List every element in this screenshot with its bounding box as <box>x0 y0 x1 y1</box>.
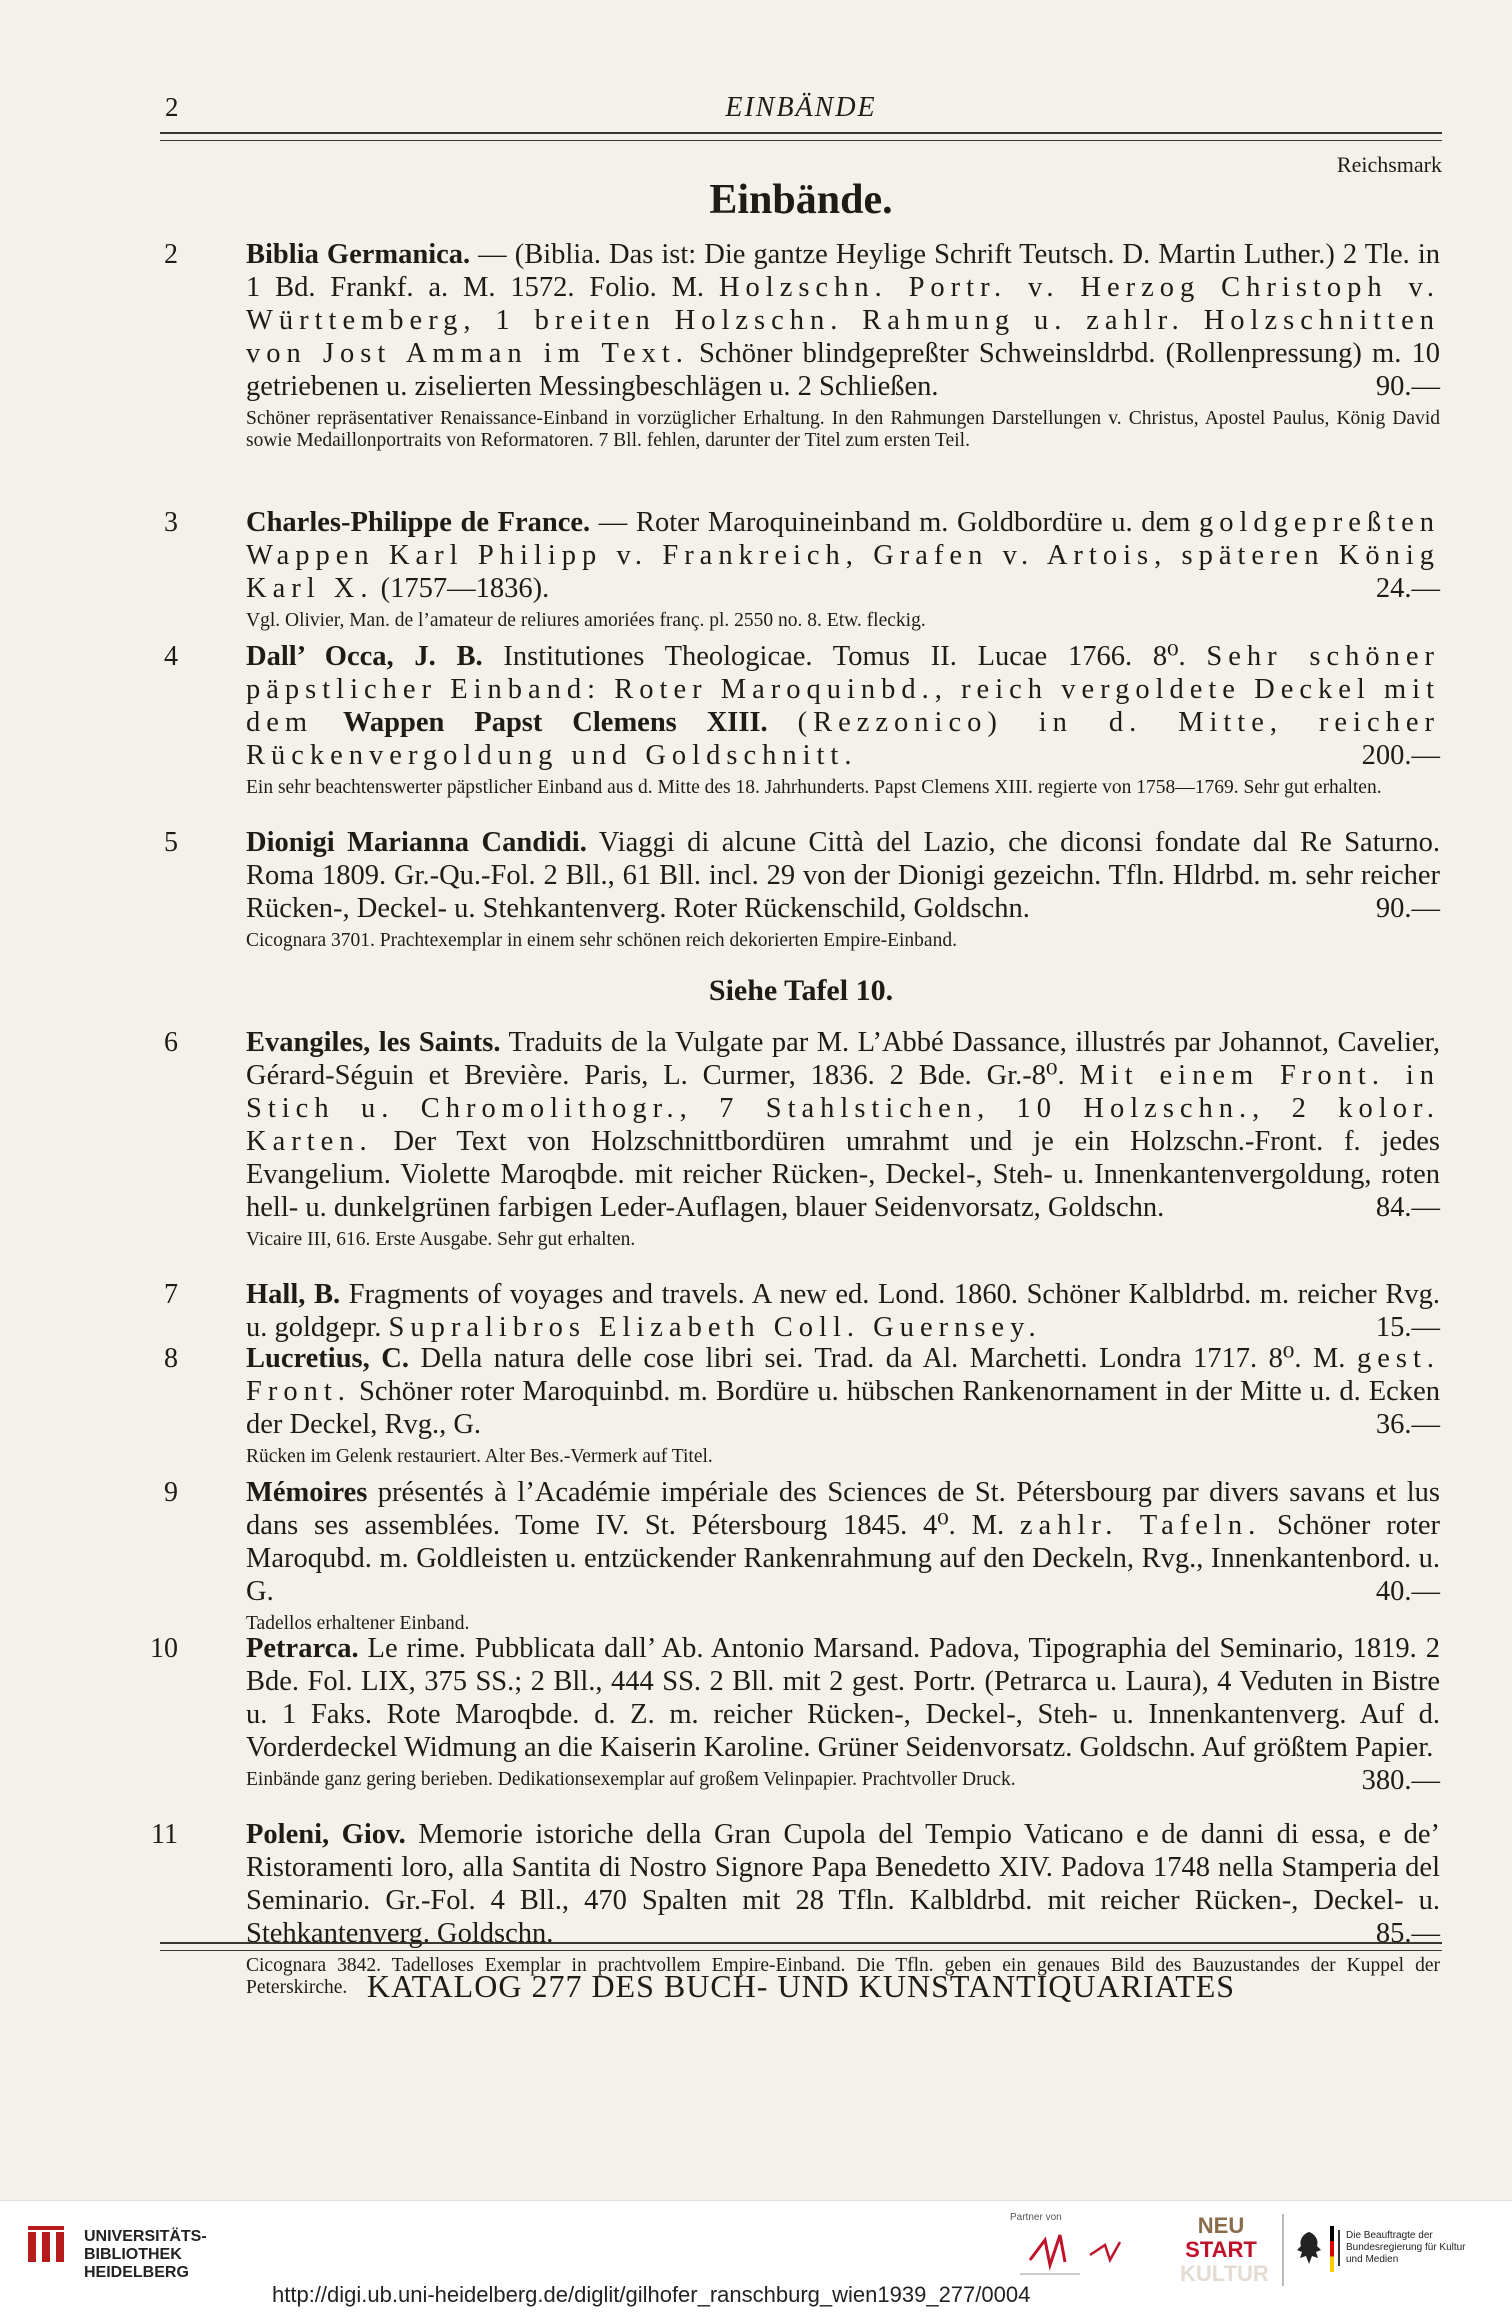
running-title: EINBÄNDE <box>725 92 877 123</box>
catalog-entry <box>164 826 1440 952</box>
entry-text: Mémoires présentés à l’Académie impériale des Sciences de St. Pétersbourg par divers savans et lus dans ses assemblées. Tome IV. St. Pétersbourg 1845. 4⁰. M. zahlr. Tafeln. Schöner roter Maroqubd. m. Goldleisten u. entzückender Rankenrahmung auf den Deckeln, Rvg., Innenkantenbord. u. G. 40.— <box>246 1477 1441 1607</box>
entry-text: Lucretius, C. Della natura delle cose libri sei. Trad. da Al. Marchetti. Londra 1717. 8⁰. M. gest. Front. Schöner roter Maroquinbd. m. Bordüre u. hübschen Rankenornament in der Mitte u. d. Ecken der Deckel, Rvg., G. 36.— <box>246 1343 1440 1440</box>
catalog-entry <box>164 1278 1440 1344</box>
bkm-logo <box>1294 2220 1484 2288</box>
catalog-entry <box>164 1026 1441 1251</box>
partner-logo-icon <box>1010 2230 1160 2280</box>
entry-number: 11 <box>151 1819 178 1850</box>
page-number: 2 <box>165 92 179 122</box>
neustart-word: KULTUR <box>1180 2261 1269 2286</box>
entry-note: Schöner repräsentativer Renaissance-Einband in vorzüglicher Erhaltung. In den Rahmungen Darstellungen v. Christus, Apostel Paulus, König David sowie Medaillonportraits von Reformatoren. 7 Bll. fehlen, darunter der Titel zum ersten Teil. <box>246 408 1440 451</box>
entry-text: Biblia Germanica. — (Biblia. Das ist: Die gantze Heylige Schrift Teutsch. D. Martin Luther.) 2 Tle. in 1 Bd. Frankf. a. M. 1572. Folio. M. Holzschn. Portr. v. Herzog Christoph v. Württemberg, 1 breiten Holzschn. Rahmung u. zahlr. Holzschnitten von Jost Amman im Text. Schöner blindgepreßter Schweinsldrbd. (Rollenpressung) m. 10 getriebenen u. ziselierten Messingbeschlägen u. 2 Schließen. 90.— <box>246 239 1441 402</box>
section-title: Einbände. <box>709 177 893 223</box>
running-head <box>160 92 1442 132</box>
entry-note: Cicognara 3701. Prachtexemplar in einem sehr schönen reich dekorierten Empire-Einband. <box>246 930 957 951</box>
bkm-text: Die Beauftragte der Bundesregierung für Kultur und Medien <box>1338 2230 1484 2266</box>
entry-text: Charles-Philippe de France. — Roter Maroquineinband m. Goldbordüre u. dem goldgepreßten Wappen Karl Philipp v. Frankreich, Grafen v. Artois, späteren König Karl X. (1757—1836). 24.— <box>246 507 1440 604</box>
permalink-url[interactable]: http://digi.ub.uni-heidelberg.de/diglit/gilhofer_ranschburg_wien1939_277/0004 <box>272 2282 1031 2307</box>
entry-number: 3 <box>164 507 178 538</box>
catalog-entry <box>164 506 1440 632</box>
header-rule <box>160 132 1442 141</box>
partner-label: Partner von <box>1010 2212 1062 2223</box>
currency-label: Reichsmark <box>1336 152 1442 177</box>
entry-note: Rücken im Gelenk restauriert. Alter Bes.-Vermerk auf Titel. <box>246 1446 713 1467</box>
federal-eagle-icon <box>1294 2228 1324 2268</box>
german-flag-icon <box>1330 2226 1334 2272</box>
catalog-entry <box>164 238 1441 452</box>
entry-text: Dionigi Marianna Candidi. Viaggi di alcune Città del Lazio, che diconsi fondate dal Re Saturno. Roma 1809. Gr.-Qu.-Fol. 2 Bll., 61 Bll. incl. 29 von der Dionigi gezeichn. Tfln. Hldrbd. m. sehr reicher Rücken-, Deckel- u. Stehkantenverg. Roter Rückenschild, Goldschn. 90.— <box>246 827 1440 924</box>
entry-text: Hall, B. Fragments of voyages and travels. A new ed. Lond. 1860. Schöner Kalbldrbd. m. reicher Rvg. u. goldgepr. Supralibros Elizabeth Coll. Guernsey. 15.— <box>246 1279 1440 1343</box>
university-library-logo[interactable] <box>22 2222 72 2272</box>
entry-text: Petrarca. Le rime. Pubblicata dall’ Ab. Antonio Marsand. Padova, Tipographia del Seminario, 1819. 2 Bde. Fol. LIX, 375 SS.; 2 Bll., 444 SS. 2 Bll. mit 2 gest. Portr. (Petrarca u. Laura), 4 Veduten in Bistre u. 1 Faks. Rote Maroqbde. d. Z. m. reicher Rücken-, Deckel-, Steh- u. Innenkantenverg. Auf d. Vorderdeckel Widmung an die Kaiserin Karoline. Grüner Seidenvorsatz. Goldschn. Auf größtem Papier. 380.— <box>246 1633 1440 1796</box>
neustart-word: START <box>1185 2237 1257 2262</box>
catalog-footer: KATALOG 277 DES BUCH- UND KUNSTANTIQUARIATES <box>366 1968 1236 2004</box>
entry-number: 5 <box>164 827 178 858</box>
neustart-kultur-logo <box>1180 2214 1284 2286</box>
entry-note: Cicognara 3842. Tadelloses Exemplar in prachtvollem Empire-Einband. Die Tfln. geben ein genaues Bild des Bauzustandes der Kuppel der Peterskirche. <box>246 1955 1440 1998</box>
entry-number: 8 <box>164 1343 178 1374</box>
footer-rule <box>160 1942 1442 1951</box>
entry-note: Tadellos erhaltener Einband. <box>246 1613 470 1634</box>
entry-note: Ein sehr beachtenswerter päpstlicher Einband aus d. Mitte des 18. Jahrhunderts. Papst Clemens XIII. regierte von 1758—1769. Sehr gut erhalten. <box>246 777 1382 798</box>
catalog-entry <box>164 640 1441 799</box>
catalog-entry <box>164 1476 1441 1635</box>
library-name-line: HEIDELBERG <box>84 2264 189 2281</box>
university-library-name <box>84 2228 207 2282</box>
entry-note: Vgl. Olivier, Man. de l’amateur de reliures amoriées franç. pl. 2550 no. 8. Etw. fleckig. <box>246 610 926 631</box>
entry-number: 9 <box>164 1477 178 1508</box>
library-name-line: UNIVERSITÄTS- <box>84 2228 207 2245</box>
entry-number: 4 <box>164 641 178 672</box>
catalog-entry <box>164 1342 1440 1468</box>
entry-text: Evangiles, les Saints. Traduits de la Vulgate par M. L’Abbé Dassance, illustrés par Johannot, Cavelier, Gérard-Séguin et Brevière. Paris, L. Curmer, 1836. 2 Bde. Gr.-8⁰. Mit einem Front. in Stich u. Chromolithogr., 7 Stahlstichen, 10 Holzschn., 2 kolor. Karten. Der Text von Holzschnittbordüren umrahmt und je ein Holzschn.-Front. f. jedes Evangelium. Violette Maroqbde. mit reicher Rücken-, Deckel-, Steh- u. Innenkantenvergoldung, roten hell- u. dunkelgrünen farbigen Leder-Auflagen, blauer Seidenvorsatz, Goldschn. 84.— <box>246 1027 1441 1223</box>
entry-number: 6 <box>164 1027 178 1058</box>
entry-number: 7 <box>164 1279 178 1310</box>
library-name-line: BIBLIOTHEK <box>84 2246 182 2263</box>
entry-note: Vicaire III, 616. Erste Ausgabe. Sehr gut erhalten. <box>246 1229 636 1250</box>
entry-note: Einbände ganz gering berieben. Dedikationsexemplar auf großem Velinpapier. Prachtvoller Druck. <box>246 1769 1016 1790</box>
entry-number: 10 <box>150 1633 178 1664</box>
neustart-word: NEU <box>1197 2213 1245 2238</box>
catalog-entry <box>150 1632 1440 1797</box>
entry-text: Dall’ Occa, J. B. Institutiones Theologicae. Tomus II. Lucae 1766. 8⁰. Sehr schöner päpstlicher Einband: Roter Maroquinbd., reich vergoldete Deckel mit dem Wappen Papst Clemens XIII. (Rezzonico) in d. Mitte, reicher Rückenvergoldung und Goldschnitt. 200.— <box>246 641 1441 771</box>
plate-reference: Siehe Tafel 10. <box>708 974 894 1007</box>
entry-number: 2 <box>164 239 178 270</box>
entry-text: Poleni, Giov. Memorie istoriche della Gran Cupola del Tempio Vaticano e de danni di essa, e de’ Ristoramenti loro, alla Santita di Nostro Signore Papa Benedetto XIV. Padova 1748 nella Stamperia del Seminario. Gr.-Fol. 4 Bll., 470 Spalten mit 28 Tfln. Kalbldrbd. mit reicher Rücken-, Deckel- u. Stehkantenverg. Goldschn. 85.— <box>246 1819 1441 1949</box>
